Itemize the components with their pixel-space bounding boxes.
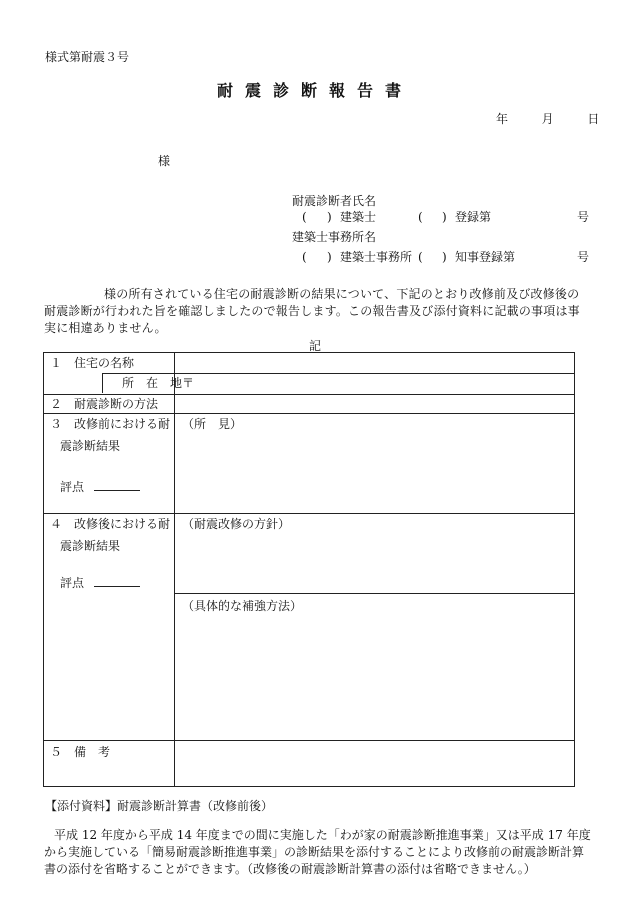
office-label: 建築士事務所 xyxy=(340,250,413,264)
attachment-note xyxy=(44,827,592,878)
postal-mark: 〒 xyxy=(182,376,195,390)
paren-close: ) xyxy=(327,210,332,224)
addressee-suffix: 様 xyxy=(158,154,171,168)
paren-close: ) xyxy=(327,250,332,264)
row-divider xyxy=(44,413,574,414)
score-blank-line xyxy=(94,576,140,587)
date-year: 年 xyxy=(496,112,509,126)
number-suffix: 号 xyxy=(577,210,590,224)
row3-label-line2: 震診断結果 xyxy=(60,439,121,453)
paren-close: ) xyxy=(442,250,447,264)
report-table xyxy=(43,352,575,787)
row3-findings-label: （所 見） xyxy=(182,417,243,431)
row3-score xyxy=(60,479,140,495)
row-divider xyxy=(102,373,574,374)
date-day: 日 xyxy=(587,112,600,126)
document-title: 耐震診断報告書 xyxy=(216,81,413,100)
paren-open: ( xyxy=(302,250,307,264)
paren-close: ) xyxy=(442,210,447,224)
row4-score-label: 評点 xyxy=(60,576,85,590)
paren-open: ( xyxy=(302,210,307,224)
row4-label-line2: 震診断結果 xyxy=(60,539,121,553)
row4-policy-label: （耐震改修の方針） xyxy=(182,517,291,531)
paren-open: ( xyxy=(418,250,423,264)
governor-registration-label: 知事登録第 xyxy=(455,250,516,264)
paren-open: ( xyxy=(418,210,423,224)
row-divider xyxy=(44,513,574,514)
score-blank-line xyxy=(94,480,140,491)
number-suffix: 号 xyxy=(577,250,590,264)
row5-label: ５ 備 考 xyxy=(50,745,111,759)
row-divider xyxy=(174,593,574,594)
diagnostician-name-label: 耐震診断者氏名 xyxy=(292,194,377,208)
attachment-note-text: 平成 12 年度から平成 14 年度までの間に実施した「わが家の耐震診断推進事業」又は平成 17 年度から実施している「簡易耐震診断推進事業」の診断結果を添付することにより改修前の耐震診断計算書の添付を省略することができます。（改修後の耐震診断計算書の添付は省略できません。） xyxy=(44,828,591,876)
intro-text: 様の所有されている住宅の耐震診断の結果について、下記のとおり改修前及び改修後の耐震診断が行われた旨を確認しましたので報告します。この報告書及び添付資料に記載の事項は事実に相違ありません。 xyxy=(44,287,580,335)
intro-paragraph xyxy=(44,286,588,337)
row2-label: ２ 耐震診断の方法 xyxy=(50,397,159,411)
form-number: 様式第耐震３号 xyxy=(45,50,130,64)
row3-label-line1: ３ 改修前における耐 xyxy=(50,417,171,431)
office-name-label: 建築士事務所名 xyxy=(292,230,377,244)
row1-label: １ 住宅の名称 xyxy=(50,356,135,370)
row4-method-label: （具体的な補強方法） xyxy=(182,599,303,613)
ki-heading: 記 xyxy=(308,339,321,353)
date-month: 月 xyxy=(541,112,554,126)
row-divider xyxy=(44,740,574,741)
date-line xyxy=(496,110,599,127)
architect-label: 建築士 xyxy=(340,210,377,224)
row4-label-line1: ４ 改修後における耐 xyxy=(50,517,171,531)
sub-divider xyxy=(102,373,103,393)
row4-score xyxy=(60,575,140,591)
row3-score-label: 評点 xyxy=(60,480,85,494)
column-divider xyxy=(174,353,175,786)
attachment-title: 【添付資料】耐震診断計算書（改修前後） xyxy=(45,799,274,813)
row-divider xyxy=(44,394,574,395)
registration-label: 登録第 xyxy=(455,210,492,224)
row1b-label: 所 在 地 xyxy=(122,376,183,390)
